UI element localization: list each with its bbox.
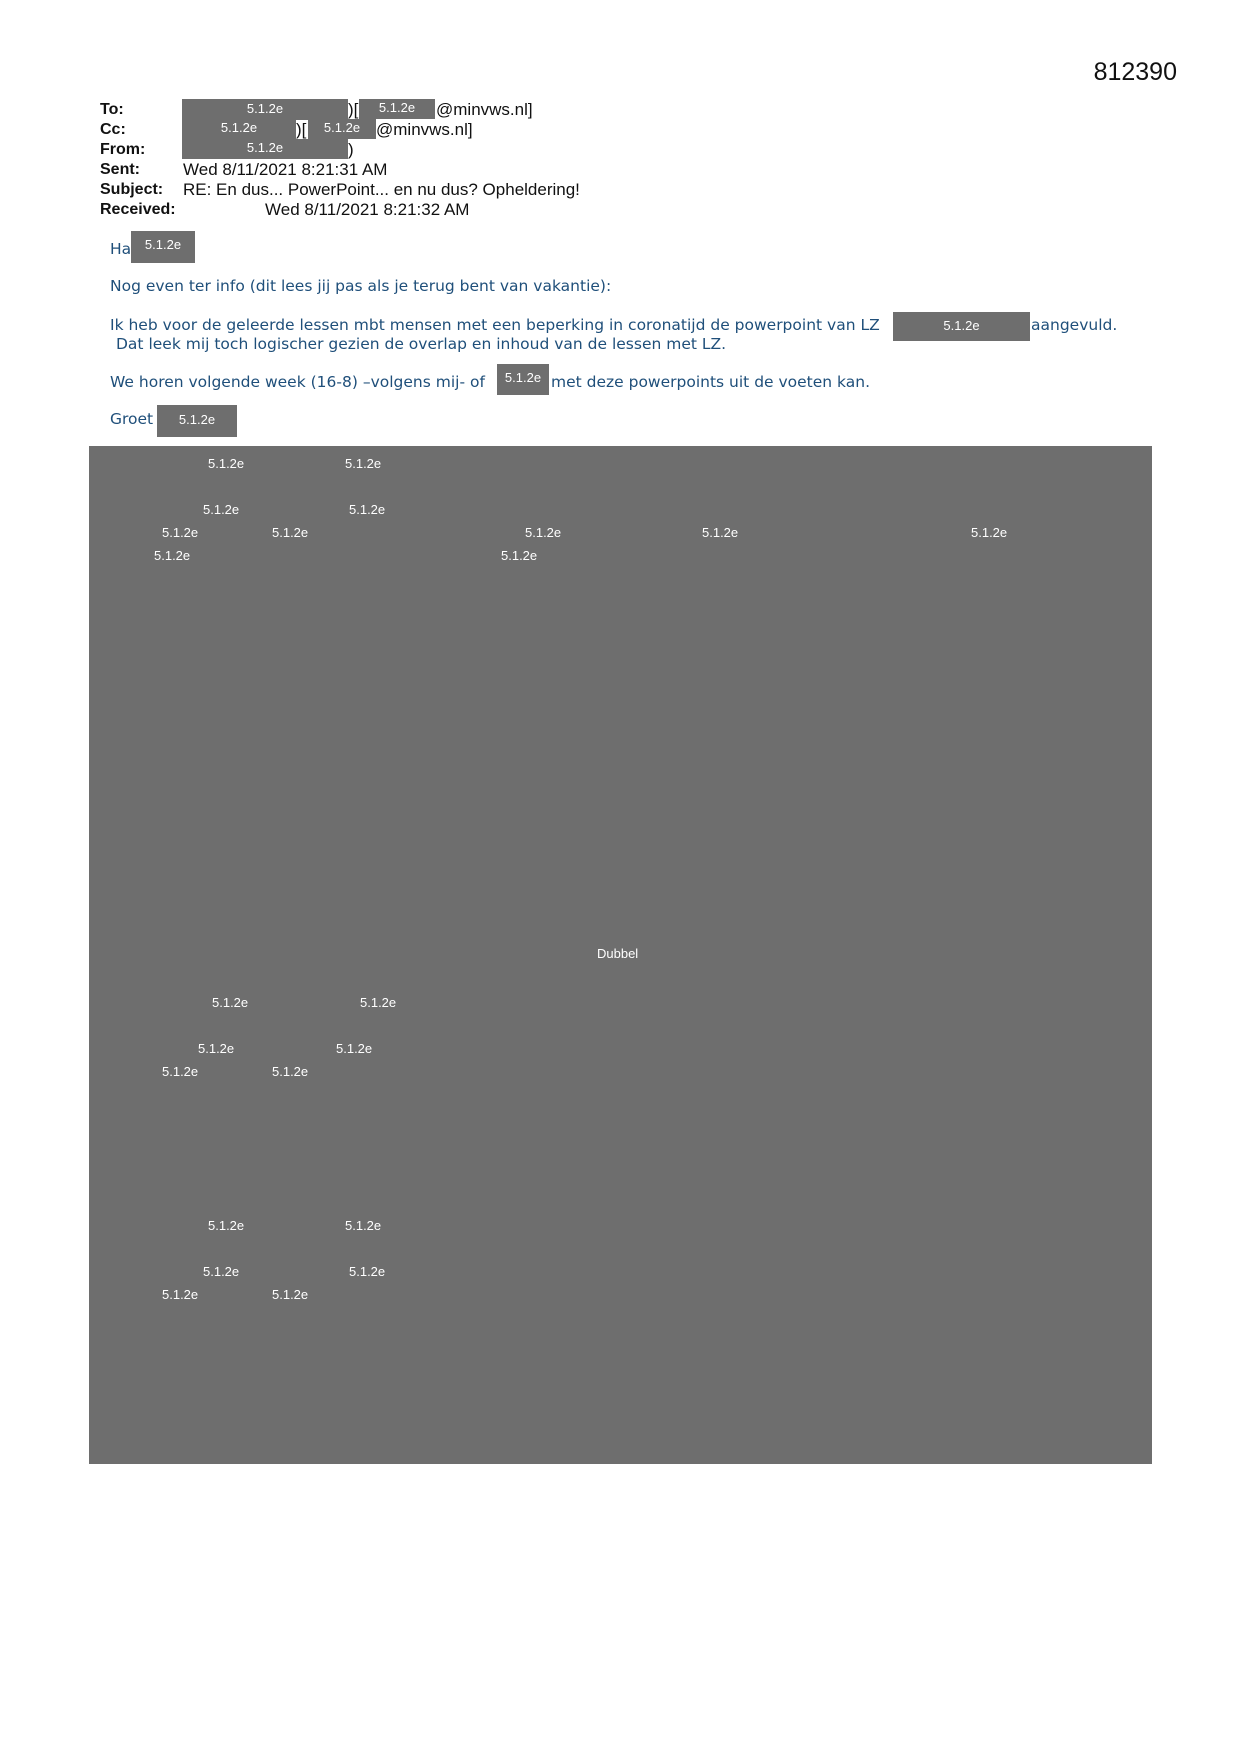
received-value: Wed 8/11/2021 8:21:32 AM	[265, 200, 470, 219]
redaction-label: 5.1.2e	[162, 1287, 199, 1302]
redaction: 5.1.2e	[182, 99, 348, 120]
sent-value: Wed 8/11/2021 8:21:31 AM	[183, 160, 388, 179]
to-domain: @minvws.nl]	[436, 100, 533, 119]
to-separator: )[	[348, 100, 359, 119]
cc-domain: @minvws.nl]	[376, 120, 473, 139]
subject-value: RE: En dus... PowerPoint... en nu dus? Opheldering!	[183, 180, 580, 199]
redaction-label: 5.1.2e	[501, 548, 538, 563]
redaction-label: 5.1.2e	[272, 525, 309, 540]
redaction: 5.1.2e	[497, 364, 549, 395]
redaction-label: 5.1.2e	[212, 995, 249, 1010]
redaction-label: 5.1.2e	[203, 1264, 240, 1279]
redaction-label: 5.1.2e	[272, 1287, 309, 1302]
closing: Groet	[110, 410, 154, 428]
redaction: 5.1.2e	[157, 405, 237, 437]
redaction-label: 5.1.2e	[203, 502, 240, 517]
subject-label: Subject:	[100, 181, 164, 198]
cc-label: Cc:	[100, 121, 126, 138]
body-line-2a: Ik heb voor de geleerde lessen mbt mensen met een beperking in coronatijd de powerpoint van LZ	[110, 316, 880, 334]
redaction: 5.1.2e	[131, 231, 195, 263]
redaction-label: 5.1.2e	[349, 502, 386, 517]
redaction-label: 5.1.2e	[272, 1064, 309, 1079]
redaction-label: 5.1.2e	[525, 525, 562, 540]
redacted-content-block	[89, 446, 1152, 1464]
redaction: 5.1.2e	[182, 119, 296, 139]
redaction-label: 5.1.2e	[345, 1218, 382, 1233]
redaction-label: 5.1.2e	[702, 525, 739, 540]
redaction-label: 5.1.2e	[208, 456, 245, 471]
sent-label: Sent:	[100, 161, 140, 178]
redaction-label: 5.1.2e	[198, 1041, 235, 1056]
body-line-4a: We horen volgende week (16-8) –volgens mij- of	[110, 373, 485, 391]
redaction: 5.1.2e	[359, 99, 435, 119]
document-id: 812390	[1093, 58, 1177, 86]
greeting: Ha	[110, 240, 132, 258]
body-line-2b: aangevuld.	[1031, 316, 1118, 334]
dubbel-label: Dubbel	[597, 946, 639, 961]
redaction: 5.1.2e	[182, 139, 348, 159]
redaction-label: 5.1.2e	[345, 456, 382, 471]
redaction-label: 5.1.2e	[208, 1218, 245, 1233]
body-line-4b: met deze powerpoints uit de voeten kan.	[551, 373, 870, 391]
cc-separator: )[	[296, 120, 307, 139]
redaction-label: 5.1.2e	[360, 995, 397, 1010]
redaction-label: 5.1.2e	[349, 1264, 386, 1279]
redaction-label: 5.1.2e	[971, 525, 1008, 540]
received-label: Received:	[100, 201, 176, 218]
redaction-label: 5.1.2e	[162, 1064, 199, 1079]
redaction: 5.1.2e	[308, 119, 376, 139]
redaction: 5.1.2e	[893, 312, 1030, 341]
body-line-3: Dat leek mij toch logischer gezien de overlap en inhoud van de lessen met LZ.	[116, 335, 727, 353]
from-label: From:	[100, 141, 146, 158]
body-line-1: Nog even ter info (dit lees jij pas als je terug bent van vakantie):	[110, 277, 612, 295]
from-close: )	[348, 140, 354, 159]
to-label: To:	[100, 101, 124, 118]
redaction-label: 5.1.2e	[336, 1041, 373, 1056]
redaction-label: 5.1.2e	[162, 525, 199, 540]
redaction-label: 5.1.2e	[154, 548, 191, 563]
